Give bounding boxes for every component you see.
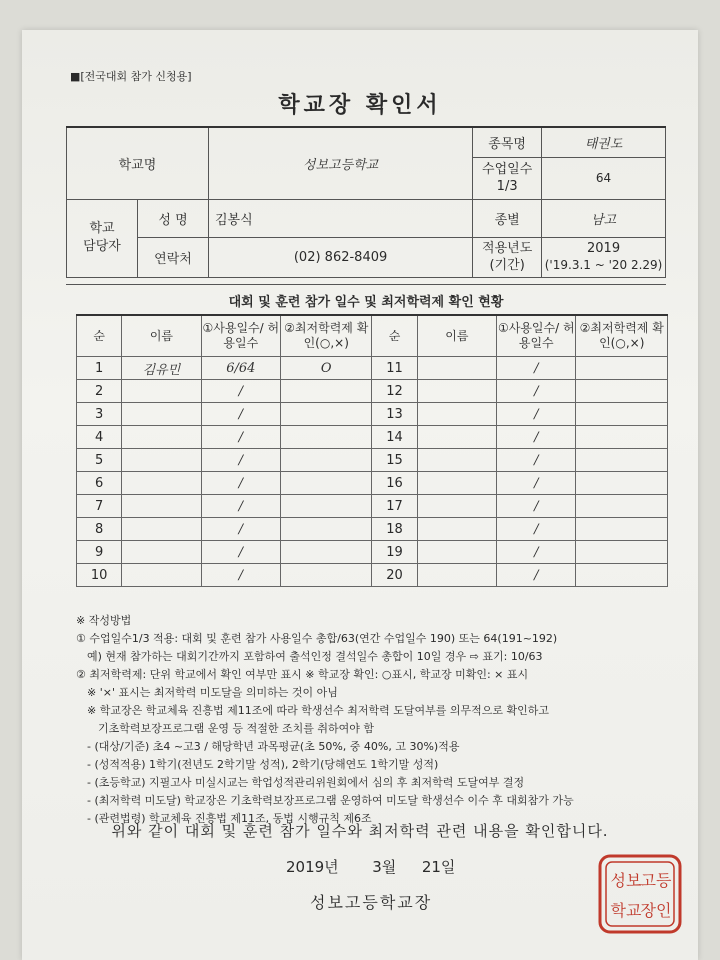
row-no: 17: [372, 495, 417, 518]
row-no: 15: [372, 449, 417, 472]
name-label: 성 명: [138, 199, 209, 237]
row-days: 6/64: [201, 357, 280, 380]
official-seal: [596, 852, 686, 936]
gender-label: 종별: [473, 199, 542, 237]
period-value: ('19.3.1 ~ '20 2.29): [544, 258, 663, 272]
note-line: 기초학력보장프로그램 운영 등 적절한 조치를 취하여야 함: [76, 722, 375, 735]
row-no: 9: [77, 541, 122, 564]
class-days-value: 64: [542, 157, 666, 199]
row-min: [281, 518, 372, 541]
name-value: 김봉식: [209, 199, 473, 237]
row-no: 13: [372, 403, 417, 426]
row-no: 1: [77, 357, 122, 380]
row-name: [122, 564, 201, 587]
school-label: 학교명: [67, 127, 209, 199]
row-min: [576, 449, 668, 472]
row-min: [576, 403, 668, 426]
row-min: [576, 518, 668, 541]
row-days: /: [497, 518, 576, 541]
col-header-min-2: ②최저학력제 확인(○,×): [576, 315, 668, 357]
table-row: [77, 472, 668, 495]
note-line: ① 수업일수1/3 적용: 대회 및 훈련 참가 사용일수 총합/63(연간 수업일수 190) 또는 64(191~192): [76, 632, 558, 645]
teacher-label: [67, 199, 138, 277]
row-min: [576, 426, 668, 449]
row-days: /: [201, 449, 280, 472]
row-days: /: [201, 564, 280, 587]
year-value: 2019: [587, 241, 621, 256]
row-min: [281, 380, 372, 403]
note-line: 예) 현재 참가하는 대회기간까지 포함하여 출석인정 결석일수 총합이 10일 경우 ⇨ 표기: 10/63: [76, 650, 543, 663]
row-no: 16: [372, 472, 417, 495]
row-name: [122, 495, 201, 518]
col-header-no-1: 순: [77, 315, 122, 357]
row-name: [417, 403, 496, 426]
row-min: [576, 357, 668, 380]
row-days: /: [497, 403, 576, 426]
date-day: 21일: [421, 858, 456, 876]
note-line: - (관련법령) 학교체육 진흥법 제11조, 동법 시행규칙 제6조: [76, 812, 372, 825]
date-month: 3월: [372, 858, 397, 876]
table-row: [77, 449, 668, 472]
row-days: /: [201, 426, 280, 449]
seal-glyph-3: 학교: [610, 901, 642, 920]
participation-table: [76, 314, 668, 587]
note-line: ※ 학교장은 학교체육 진흥법 제11조에 따라 학생선수 최저학력 도달여부를 의무적으로 확인하고: [76, 704, 549, 717]
note-line: - (초등학교) 지필고사 미실시교는 학업성적관리위원회에서 심의 후 최저학력 도달여부 결정: [76, 776, 525, 789]
col-header-days-2: ①사용일수/ 허용일수: [497, 315, 576, 357]
date-year: 2019년: [286, 858, 339, 876]
row-name: [417, 518, 496, 541]
gender-value: 남고: [542, 199, 666, 237]
row-days: /: [497, 541, 576, 564]
note-line: - (성적적용) 1학기(전년도 2학기말 성적), 2학기(당해연도 1학기말 성적): [76, 758, 439, 771]
col-header-name-2: 이름: [417, 315, 496, 357]
row-days: /: [201, 403, 280, 426]
instructions: [76, 612, 696, 828]
row-name: [122, 380, 201, 403]
seal-glyph-2: 고등: [640, 871, 672, 890]
year-label: 적용년도 (기간): [473, 237, 542, 277]
contact-label: 연락처: [138, 237, 209, 277]
row-min: [281, 495, 372, 518]
confirmation-text: 위와 같이 대회 및 훈련 참가 일수와 최저학력 관련 내용을 확인합니다.: [111, 822, 609, 840]
row-no: 5: [77, 449, 122, 472]
table-row: [77, 564, 668, 587]
contact-value: (02) 862-8409: [209, 237, 473, 277]
row-min: [281, 449, 372, 472]
table-row: [77, 518, 668, 541]
row-min: [576, 380, 668, 403]
row-no: 19: [372, 541, 417, 564]
year-cell: [542, 237, 666, 277]
row-no: 6: [77, 472, 122, 495]
event-label: 종목명: [473, 127, 542, 157]
row-days: /: [497, 380, 576, 403]
col-header-no-2: 순: [372, 315, 417, 357]
row-no: 18: [372, 518, 417, 541]
row-min: O: [281, 357, 372, 380]
row-min: [281, 541, 372, 564]
col-header-days-1: ①사용일수/ 허용일수: [201, 315, 280, 357]
table-row: [77, 495, 668, 518]
col-header-name-1: 이름: [122, 315, 201, 357]
row-name: [417, 380, 496, 403]
issue-date: [286, 856, 455, 877]
table-row: [77, 426, 668, 449]
principal-name: 성보고등학교장: [310, 893, 433, 912]
row-name: [417, 472, 496, 495]
row-days: /: [497, 472, 576, 495]
row-min: [281, 564, 372, 587]
row-days: /: [497, 357, 576, 380]
row-no: 2: [77, 380, 122, 403]
row-min: [576, 495, 668, 518]
col-header-min-1: ②최저학력제 확인(○,×): [281, 315, 372, 357]
document-title: 학교장 확인서: [278, 93, 442, 118]
row-name: [122, 426, 201, 449]
table-row: [77, 357, 668, 380]
note-line: - (대상/기준) 초4 ~고3 / 해당학년 과목평균(초 50%, 중 40%, 고 30%)적용: [76, 740, 460, 753]
row-min: [576, 541, 668, 564]
seal-glyph-1: 성보: [610, 871, 642, 890]
row-no: 4: [77, 426, 122, 449]
note-line: - (최저학력 미도달) 학교장은 기초학력보장프로그램 운영하여 미도달 학생선수 이수 후 대회참가 가능: [76, 794, 574, 807]
row-name: [417, 495, 496, 518]
table-row: [77, 403, 668, 426]
row-days: /: [497, 495, 576, 518]
row-name: [417, 541, 496, 564]
row-min: [576, 564, 668, 587]
row-min: [281, 426, 372, 449]
table-row: [77, 380, 668, 403]
row-name: [122, 403, 201, 426]
row-no: 14: [372, 426, 417, 449]
class-days-label: 수업일수 1/3: [473, 157, 542, 199]
row-name: [417, 426, 496, 449]
status-title: 대회 및 훈련 참가 일수 및 최저학력제 확인 현황: [66, 284, 666, 310]
row-days: /: [201, 380, 280, 403]
teacher-label-line1: 학교: [89, 221, 115, 236]
row-days: /: [201, 495, 280, 518]
row-no: 11: [372, 357, 417, 380]
row-min: [576, 472, 668, 495]
note-line: ② 최저학력제: 단위 학교에서 확인 여부만 표시 ※ 학교장 확인: ○표시, 학교장 미확인: × 표시: [76, 668, 529, 681]
info-table: [66, 126, 666, 278]
seal-glyph-4: 장인: [640, 901, 672, 920]
row-days: /: [497, 449, 576, 472]
school-value: 성보고등학교: [209, 127, 473, 199]
row-days: /: [201, 541, 280, 564]
table-row: [77, 541, 668, 564]
row-min: [281, 403, 372, 426]
teacher-label-line2: 담당자: [83, 239, 121, 254]
row-no: 12: [372, 380, 417, 403]
row-days: /: [497, 564, 576, 587]
row-name: [417, 357, 496, 380]
row-no: 10: [77, 564, 122, 587]
row-no: 8: [77, 518, 122, 541]
row-no: 3: [77, 403, 122, 426]
row-name: 김유민: [122, 357, 201, 380]
event-value: 태권도: [542, 127, 666, 157]
row-name: [122, 472, 201, 495]
row-name: [417, 564, 496, 587]
row-name: [417, 449, 496, 472]
row-no: 7: [77, 495, 122, 518]
row-name: [122, 449, 201, 472]
row-days: /: [201, 472, 280, 495]
row-name: [122, 518, 201, 541]
row-days: /: [201, 518, 280, 541]
row-min: [281, 472, 372, 495]
note-line: ※ 작성방법: [76, 614, 132, 627]
row-name: [122, 541, 201, 564]
row-no: 20: [372, 564, 417, 587]
form-type-label: ■[전국대회 참가 신청용]: [70, 70, 192, 83]
row-days: /: [497, 426, 576, 449]
note-line: ※ '×' 표시는 최저학력 미도달을 의미하는 것이 아님: [76, 686, 338, 699]
